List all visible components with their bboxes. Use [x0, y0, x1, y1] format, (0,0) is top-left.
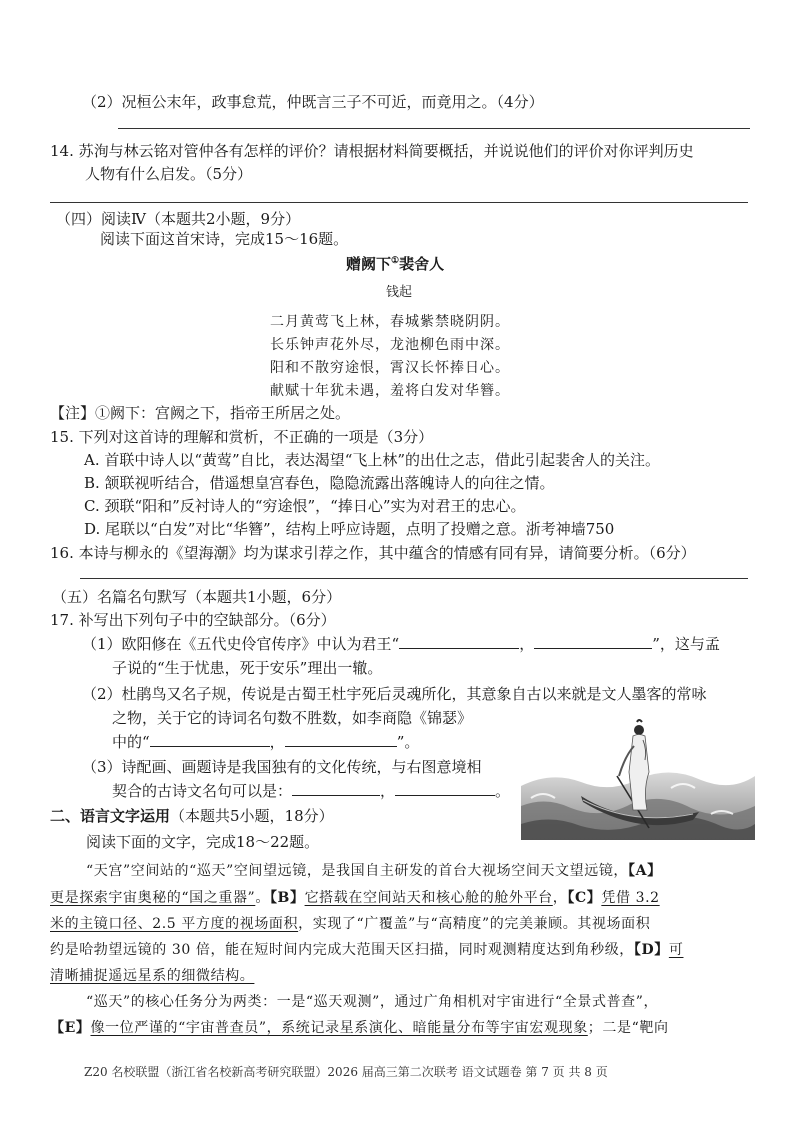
comma: ，: [519, 635, 535, 653]
poem-line-1: 二月黄莺飞上林，春城紫禁晓阴阴。: [270, 314, 510, 330]
question-13-2: （2）况桓公末年，政事怠荒，仲既言三子不可近，而竟用之。（4分）: [82, 93, 544, 111]
fill-blank-2[interactable]: [534, 634, 652, 649]
underlined-phrase-c-cont: 米的主镜口径、2.5 平方度的视场面积: [50, 916, 299, 932]
part-2-instruction: 阅读下面的文字，完成18～22题。: [86, 833, 320, 851]
question-17-stem: 17. 补写出下列句子中的空缺部分。（6分）: [50, 611, 336, 629]
section-4-instruction: 阅读下面这首宋诗，完成15～16题。: [100, 230, 349, 248]
passage-p1-line-3: [50, 913, 650, 933]
passage-p1-line-4: [50, 939, 683, 959]
passage-p1-line-2: [50, 887, 660, 907]
page-footer: Z20 名校联盟（浙江省名校新高考研究联盟）2026 届高三第二次联考 语文试题卷 第 7 页 共 8 页: [84, 1065, 608, 1079]
marker-a: 【A】: [628, 863, 662, 879]
poem-title: [346, 253, 444, 274]
question-15-option-b: B. 颔联视听结合，借遥想皇宫春色，隐隐流露出落魄诗人的向往之情。: [84, 474, 555, 492]
underlined-phrase-b: 它搭载在空间站天和核心舱的舱外平台: [304, 890, 553, 906]
passage-p2-line-2: [50, 1017, 669, 1037]
fill-blank-5[interactable]: [292, 781, 380, 796]
passage-text: ，实现了“广覆盖”与“高精度”的完美兼顾。其视场面积: [298, 916, 651, 932]
passage-text: ，: [552, 890, 568, 906]
answer-line: [80, 578, 748, 579]
passage-text: 。: [255, 890, 270, 906]
comma: ，: [380, 782, 396, 800]
question-16: 16. 本诗与柳永的《望海潮》均为谋求引荐之作，其中蕴含的情感有同有异，请简要分析。（6分）: [50, 544, 696, 562]
closing-quote: ”。: [396, 733, 420, 751]
question-17-item-2-line-3: [112, 731, 419, 752]
question-15-option-d: D. 尾联以“白发”对比“华簪”，结构上呼应诗题，点明了投赠之意。浙考神墙750: [84, 520, 615, 538]
passage-p1-line-1: [86, 860, 662, 880]
answer-line: [118, 128, 750, 129]
question-17-item-1-text: （1）欧阳修在《五代史伶官传序》中认为君王“: [82, 635, 400, 653]
question-14-line-1: 14. 苏洵与林云铭对管仲各有怎样的评价？请根据材料简要概括，并说说他们的评价对你评判历史: [50, 142, 694, 160]
fill-blank-3[interactable]: [150, 732, 270, 747]
question-17-item-3-line-1: （3）诗配画、画题诗是我国独有的文化传统，与右图意境相: [82, 758, 482, 776]
poem-title-footnote-mark: ①: [391, 256, 400, 266]
boatman-ink-painting: [521, 716, 755, 840]
poem-title-part-2: 裴舍人: [399, 255, 445, 273]
fill-blank-4[interactable]: [285, 732, 397, 747]
passage-p1-line-5: [50, 965, 254, 985]
fill-blank-6[interactable]: [395, 781, 495, 796]
underlined-phrase-d-cont: 清晰捕捉遥远星系的细微结构。: [50, 968, 255, 984]
part-2-scoring: （本题共5小题，18分）: [170, 807, 334, 825]
poem-title-part-1: 赠阙下: [346, 255, 392, 273]
fill-blank-1[interactable]: [399, 634, 519, 649]
question-15-option-c: C. 颈联“阳和”反衬诗人的“穷途恨”，“捧日心”实为对君王的忠心。: [84, 497, 526, 515]
section-4-heading: （四）阅读Ⅳ（本题共2小题，9分）: [56, 210, 301, 228]
marker-c: 【C】: [567, 890, 602, 906]
question-15-option-a: A. 首联中诗人以“黄莺”自比，表达渴望“飞上林”的出仕之志，借此引起裴舍人的关注。: [84, 451, 661, 469]
poem-line-4: 献赋十年犹未遇，羞将白发对华簪。: [270, 383, 510, 399]
passage-text: “天宫”空间站的“巡天”空间望远镜，是我国自主研发的首台大视场空间天文望远镜，: [86, 863, 629, 879]
underlined-phrase-a: 更是探索宇宙奥秘的“国之重器”: [50, 890, 256, 906]
question-17-item-3-text: 契合的古诗文名句可以是：: [112, 782, 293, 800]
marker-e: 【E】: [50, 1020, 91, 1036]
poem-author: 钱起: [386, 285, 413, 300]
passage-text: 约是哈勃望远镜的 30 倍，能在短时间内完成大范围天区扫描，同时观测精度达到角秒级，: [50, 942, 634, 958]
question-17-item-2-text: 中的“: [112, 733, 150, 751]
question-17-item-1: [82, 633, 720, 654]
question-15-stem: 15. 下列对这首诗的理解和赏析，不正确的一项是（3分）: [50, 428, 434, 446]
underlined-phrase-c: 凭借 3.2: [601, 890, 660, 906]
poem-note: 【注】①阙下：宫阙之下，指帝王所居之处。: [50, 404, 351, 422]
passage-p2-line-1: “巡天”的核心任务分为两类：一是“巡天观测”，通过广角相机对宇宙进行“全景式普查”，: [86, 994, 659, 1010]
period: 。: [495, 782, 511, 800]
poem-line-2: 长乐钟声花外尽，龙池柳色雨中深。: [270, 337, 510, 353]
poem-line-3: 阳和不散穷途恨，霄汉长怀捧日心。: [270, 360, 510, 376]
passage-text: ；二是“靶向: [587, 1020, 669, 1036]
question-17-item-2-line-1: （2）杜鹃鸟又名子规，传说是古蜀王杜宇死后灵魂所化，其意象自古以来就是文人墨客的常咏: [82, 685, 707, 703]
answer-line: [50, 202, 748, 203]
section-5-heading: （五）名篇名句默写（本题共1小题，6分）: [52, 588, 342, 606]
question-17-item-3-line-2: [112, 780, 510, 801]
question-17-item-2-line-2: 之物，关于它的诗词名句数不胜数，如李商隐《锦瑟》: [112, 709, 473, 727]
marker-d: 【D】: [633, 942, 669, 958]
question-14-line-2: 人物有什么启发。（5分）: [85, 165, 253, 183]
underlined-phrase-d: 可: [668, 942, 684, 958]
question-17-item-1-tail: ”，这与孟: [652, 635, 720, 653]
part-2-heading: [50, 805, 334, 826]
question-17-item-1-line-2: 子说的“生于忧患，死于安乐”理出一辙。: [112, 659, 383, 677]
part-2-title: 二、语言文字运用: [50, 807, 171, 825]
comma: ，: [269, 733, 285, 751]
marker-b: 【B】: [269, 890, 305, 906]
underlined-phrase-e: 像一位严谨的“宇宙普查员”，系统记录星系演化、暗能量分布等宇宙宏观现象: [90, 1020, 588, 1036]
